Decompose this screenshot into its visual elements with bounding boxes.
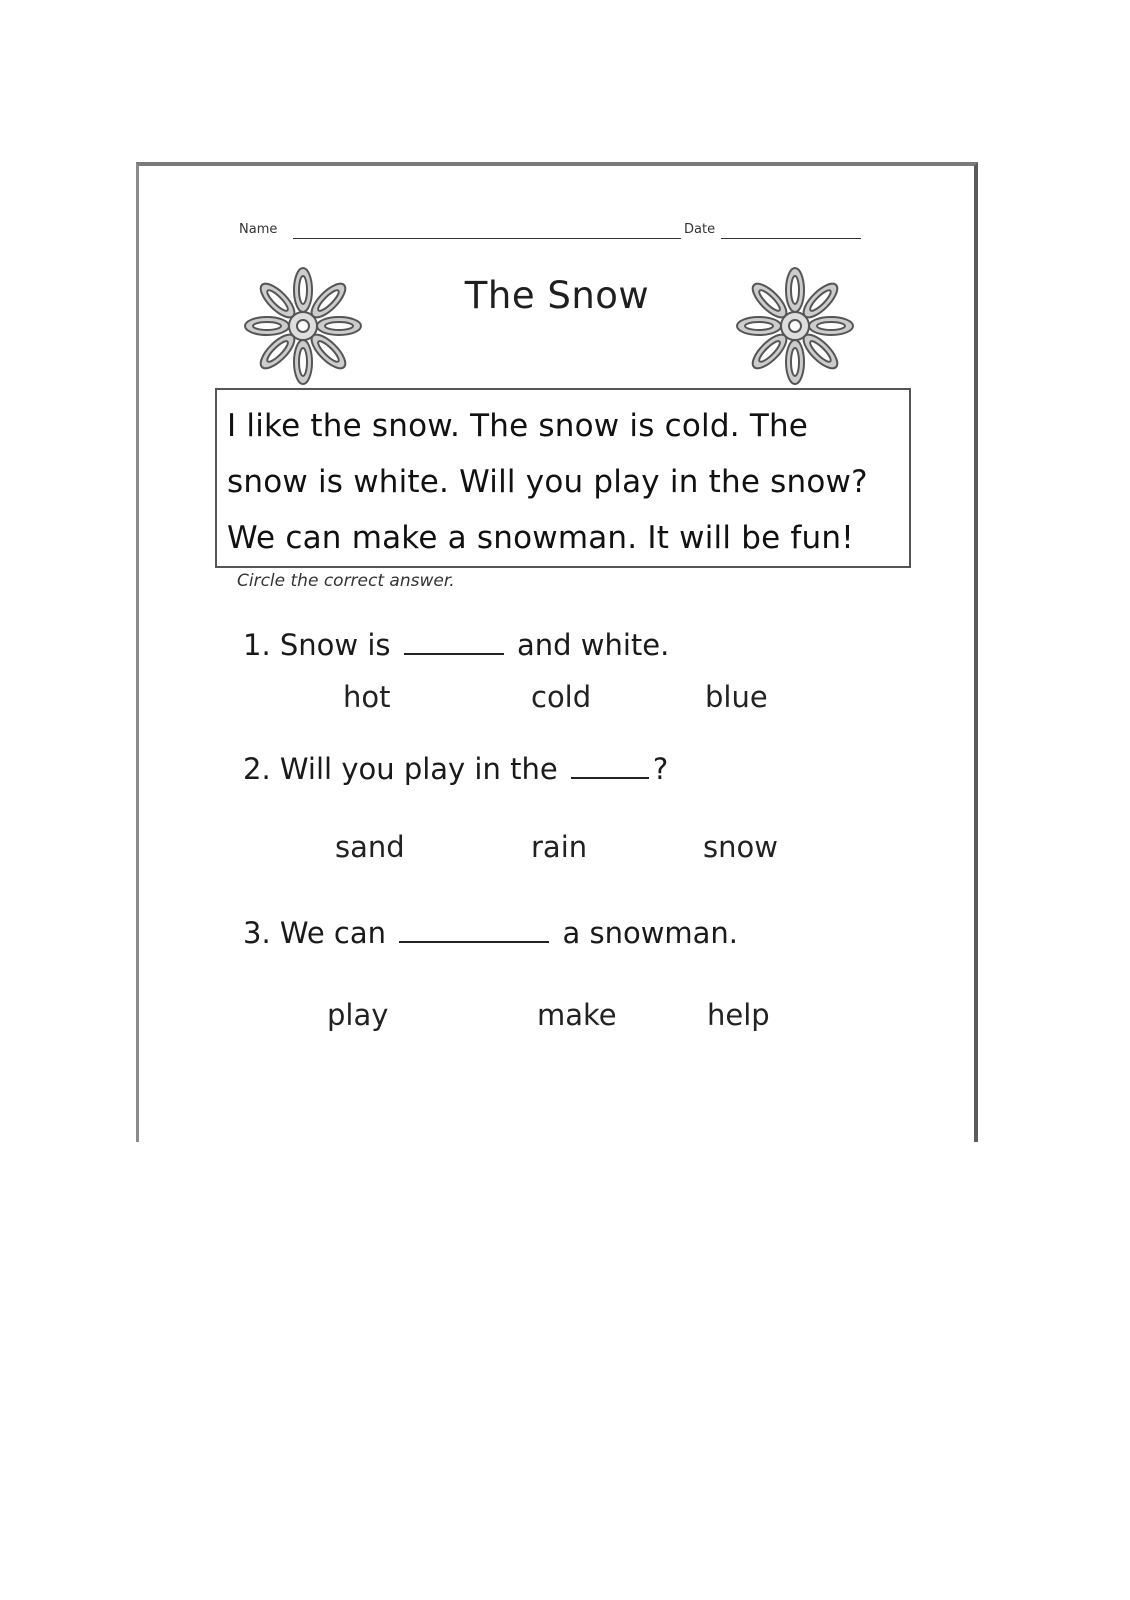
answer-blank[interactable] xyxy=(399,935,549,943)
passage-line: snow is white. Will you play in the snow? xyxy=(227,464,868,500)
choice-blue[interactable]: blue xyxy=(705,680,768,714)
question-number: 1. xyxy=(243,628,271,662)
date-label: Date xyxy=(684,222,716,237)
question-1 xyxy=(243,628,669,662)
choice-rain[interactable]: rain xyxy=(531,830,588,864)
choice-sand[interactable]: sand xyxy=(335,830,405,864)
question-text-before: We can xyxy=(279,916,387,950)
question-2 xyxy=(243,752,668,786)
name-date-row xyxy=(239,222,839,244)
choice-make[interactable]: make xyxy=(537,998,617,1032)
question-3 xyxy=(243,916,738,950)
date-field-line xyxy=(721,238,861,239)
choice-play[interactable]: play xyxy=(327,998,389,1032)
answer-blank[interactable] xyxy=(571,771,649,779)
worksheet-title: The Snow xyxy=(464,274,650,317)
name-label: Name xyxy=(239,222,278,237)
question-text-after: and white. xyxy=(516,628,670,662)
choice-hot[interactable]: hot xyxy=(343,680,391,714)
question-text-before: Will you play in the xyxy=(279,752,558,786)
choice-cold[interactable]: cold xyxy=(531,680,592,714)
passage-line: We can make a snowman. It will be fun! xyxy=(227,520,854,556)
reading-passage xyxy=(215,388,911,568)
choice-help[interactable]: help xyxy=(707,998,770,1032)
passage-line: I like the snow. The snow is cold. The xyxy=(227,408,809,444)
answer-blank[interactable] xyxy=(404,647,504,655)
instructions: Circle the correct answer. xyxy=(237,571,455,591)
question-text-after: a snowman. xyxy=(562,916,739,950)
question-number: 2. xyxy=(243,752,271,786)
question-text-after: ? xyxy=(652,752,669,786)
name-field-line xyxy=(293,238,681,239)
worksheet-page xyxy=(136,162,978,1142)
question-text-before: Snow is xyxy=(279,628,391,662)
snowflake-icon xyxy=(725,264,865,389)
choice-snow[interactable]: snow xyxy=(703,830,778,864)
question-number: 3. xyxy=(243,916,271,950)
